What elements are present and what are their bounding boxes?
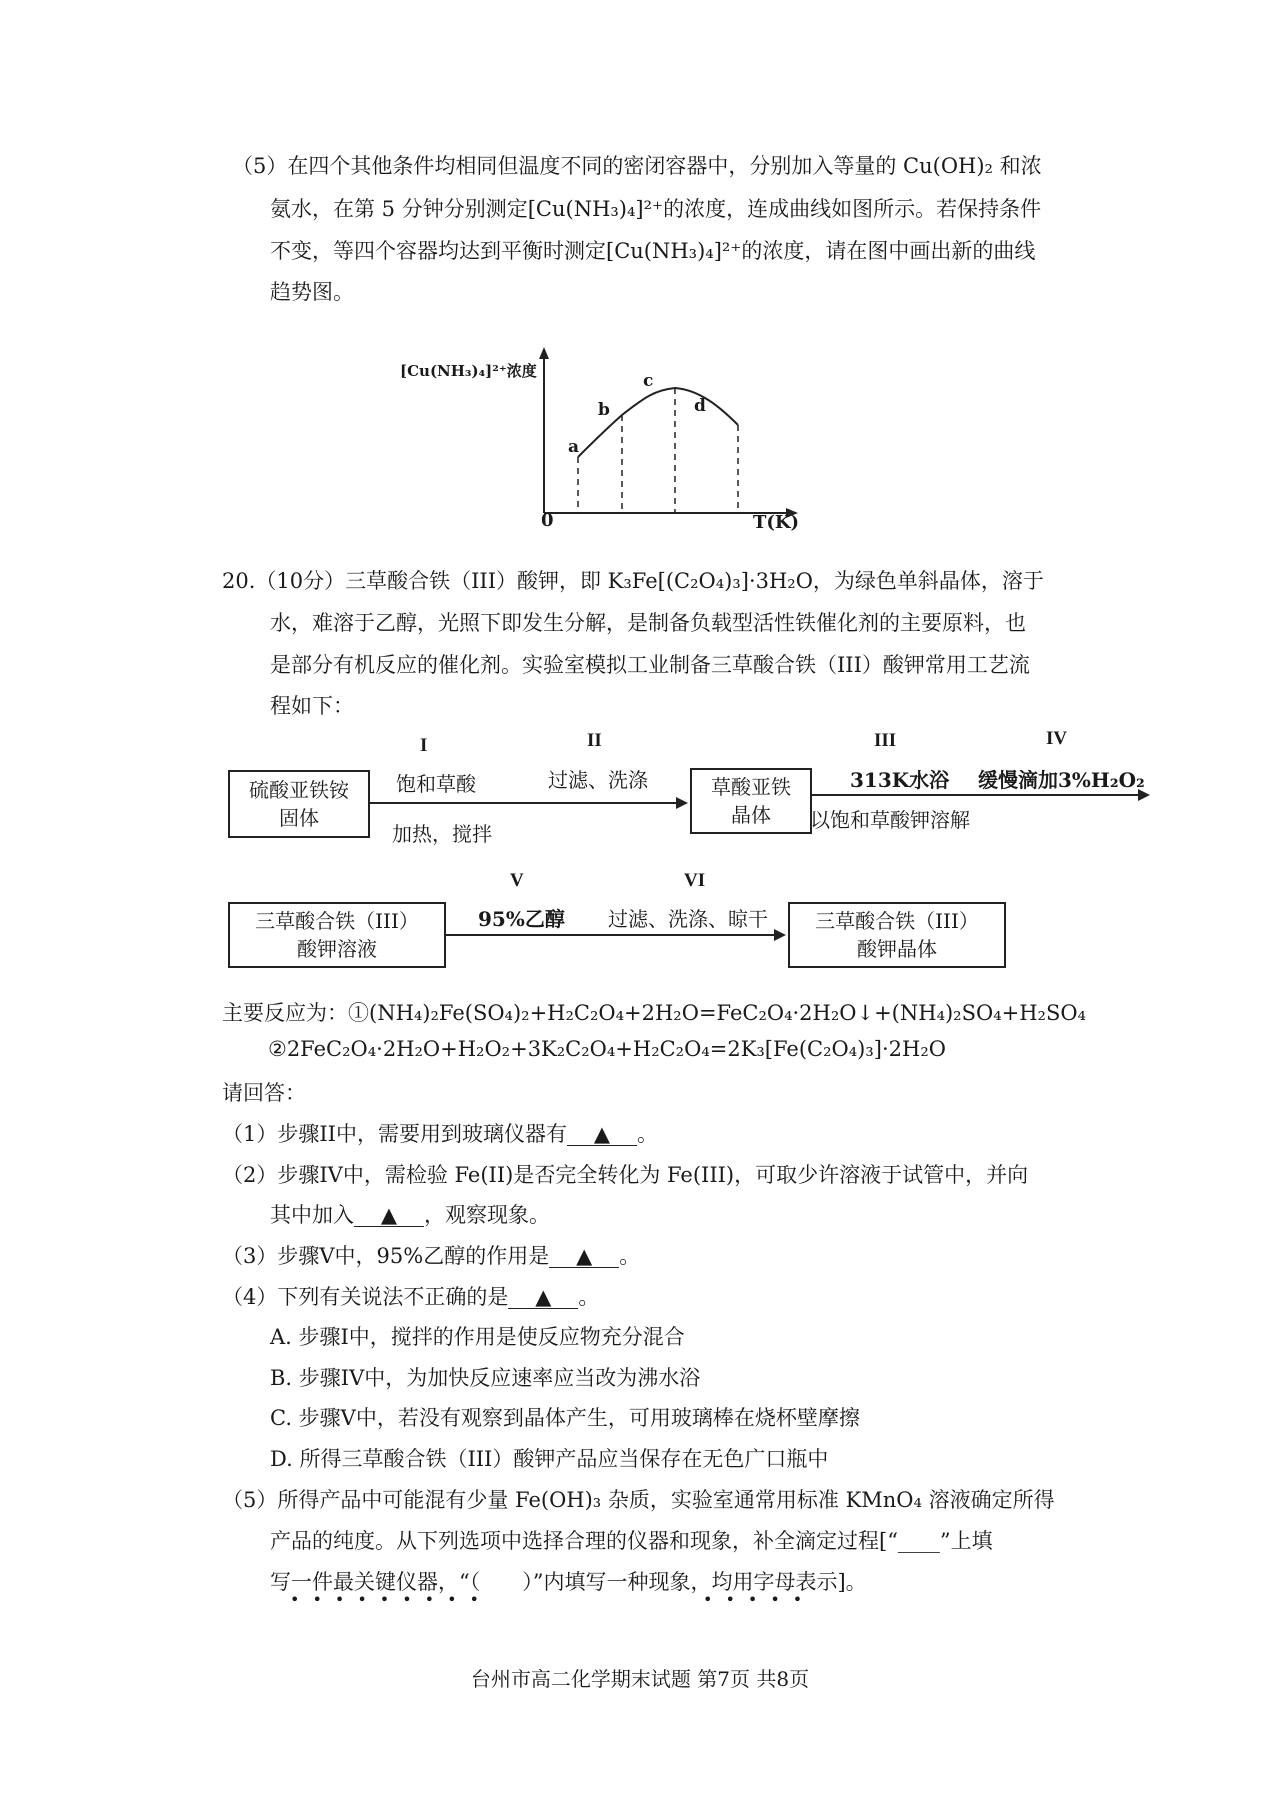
flow-step-5: V [510, 870, 524, 891]
option-c[interactable]: C. 步骤V中，若没有观察到晶体产生，可用玻璃棒在烧杯壁摩擦 [270, 1406, 860, 1430]
answer-blank-4[interactable]: ▲ [508, 1286, 578, 1309]
question-1-text: （1）步骤II中，需要用到玻璃仪器有 [222, 1122, 567, 1146]
question-5-line1: （5）所得产品中可能混有少量 Fe(OH)₃ 杂质，实验室通常用标准 KMnO₄ 溶液确定所得 [222, 1488, 1055, 1512]
answer-blank-1[interactable]: ▲ [567, 1123, 637, 1146]
reaction-1: 主要反应为：①(NH₄)₂Fe(SO₄)₂+H₂C₂O₄+2H₂O=FeC₂O₄·2H₂O↓+(NH₄)₂SO₄+H₂SO₄ [222, 1001, 1086, 1025]
graph-point-c: c [643, 371, 654, 391]
flow-box-ferrous-oxalate [690, 768, 812, 834]
flow-box1-line1: 硫酸亚铁铵 [249, 778, 349, 802]
flow-step-2: II [587, 730, 602, 751]
flow-box-ferrous-ammonium-sulfate [228, 770, 370, 838]
flow-step4-top: 缓慢滴加3%H₂O₂ [978, 768, 1145, 792]
flow-step-6: VI [684, 870, 706, 891]
page-footer: 台州市高二化学期末试题 第7页 共8页 [470, 1667, 810, 1691]
flow-box1-line2: 固体 [279, 806, 319, 830]
q19-part5-line1: （5）在四个其他条件均相同但温度不同的密闭容器中，分别加入等量的 Cu(OH)₂ 和浓 [232, 154, 1042, 178]
flow-step-1: I [420, 735, 428, 756]
question-1 [222, 1118, 658, 1148]
graph-x-axis-label: T(K) [753, 512, 800, 533]
flow-box2-line1: 草酸亚铁 [711, 775, 791, 799]
question-1-end: 。 [636, 1122, 658, 1146]
flow-box2-line2: 晶体 [731, 803, 771, 827]
emphasis-dots-1: ••••••••• [290, 1590, 492, 1609]
reaction-2: ②2FeC₂O₄·2H₂O+H₂O₂+3K₂C₂O₄+H₂C₂O₄=2K₃[Fe(C₂O₄)₃]·2H₂O [268, 1037, 946, 1061]
graph-point-a: a [568, 437, 580, 457]
question-4 [222, 1281, 599, 1311]
flow-step5-top: 95%乙醇 [478, 907, 565, 931]
graph-y-axis-label: [Cu(NH₃)₄]²⁺浓度 [400, 362, 537, 380]
question-2-line2 [270, 1199, 550, 1229]
q20-intro-line3: 是部分有机反应的催化剂。实验室模拟工业制备三草酸合铁（III）酸钾常用工艺流 [270, 653, 1030, 677]
q20-intro-line4: 程如下： [270, 694, 354, 718]
flow-box3-line1: 三草酸合铁（III） [255, 909, 419, 933]
graph-point-d: d [694, 396, 706, 416]
question-5-line2: 产品的纯度。从下列选项中选择合理的仪器和现象，补全滴定过程[“____”上填 [270, 1529, 993, 1553]
question-2-line1: （2）步骤IV中，需检验 Fe(II)是否完全转化为 Fe(III)，可取少许溶液于试管中，并向 [222, 1163, 1029, 1187]
flow-box-potassium-ferrioxalate-crystal [788, 902, 1006, 968]
question-3-end: 。 [619, 1244, 641, 1268]
graph-origin-label: 0 [541, 510, 554, 531]
option-a[interactable]: A. 步骤I中，搅拌的作用是使反应物充分混合 [270, 1325, 685, 1349]
answer-blank-2[interactable]: ▲ [354, 1204, 424, 1227]
flow-arrow-2 [810, 794, 1148, 796]
question-2-end: ，观察现象。 [424, 1203, 550, 1227]
flow-step-3: III [874, 730, 897, 751]
answer-blank-3[interactable]: ▲ [549, 1245, 619, 1268]
q19-part5-line2: 氨水，在第 5 分钟分别测定[Cu(NH₃)₄]²⁺的浓度，连成曲线如图所示。若保持条件 [270, 197, 1042, 221]
flow-step6-top: 过滤、洗涤、晾干 [608, 907, 768, 931]
flow-box-potassium-ferrioxalate-solution [228, 902, 446, 968]
flow-box4-line2: 酸钾晶体 [857, 937, 937, 961]
question-5-line3: 写一件最关键仪器，“（ ）”内填写一种现象，均用字母表示]。 [270, 1570, 867, 1594]
graph-point-b: b [598, 400, 610, 420]
question-2-text: 其中加入 [270, 1203, 354, 1227]
option-d[interactable]: D. 所得三草酸合铁（III）酸钾产品应当保存在无色广口瓶中 [270, 1447, 829, 1471]
flow-box4-line1: 三草酸合铁（III） [815, 909, 979, 933]
flow-arrow-1 [368, 802, 686, 804]
flow-step3-bottom: 以饱和草酸钾溶解 [810, 808, 970, 832]
flow-step2-top: 过滤、洗涤 [548, 768, 648, 792]
flow-box3-line2: 酸钾溶液 [297, 937, 377, 961]
q20-intro-line1: 20.（10分）三草酸合铁（III）酸钾，即 K₃Fe[(C₂O₄)₃]·3H₂O，为绿色单斜晶体，溶于 [222, 569, 1044, 593]
flow-step-4: IV [1046, 728, 1068, 749]
question-3 [222, 1240, 640, 1270]
answer-prompt: 请回答： [222, 1081, 306, 1105]
flow-arrow-3 [444, 934, 784, 936]
emphasis-dots-2: ••••• [703, 1590, 816, 1609]
q19-part5-line3: 不变，等四个容器均达到平衡时测定[Cu(NH₃)₄]²⁺的浓度，请在图中画出新的曲线 [270, 239, 1036, 263]
option-b[interactable]: B. 步骤IV中，为加快反应速率应当改为沸水浴 [270, 1366, 701, 1390]
q20-intro-line2: 水，难溶于乙醇，光照下即发生分解，是制备负载型活性铁催化剂的主要原料，也 [270, 611, 1026, 635]
flow-step3-top: 313K水浴 [850, 768, 950, 792]
q19-part5-line4: 趋势图。 [270, 280, 354, 304]
question-4-text: （4）下列有关说法不正确的是 [222, 1285, 509, 1309]
flow-step1-top: 饱和草酸 [396, 772, 476, 796]
flow-step1-bottom: 加热，搅拌 [392, 822, 492, 846]
question-4-end: 。 [578, 1285, 600, 1309]
question-3-text: （3）步骤V中，95%乙醇的作用是 [222, 1244, 550, 1268]
